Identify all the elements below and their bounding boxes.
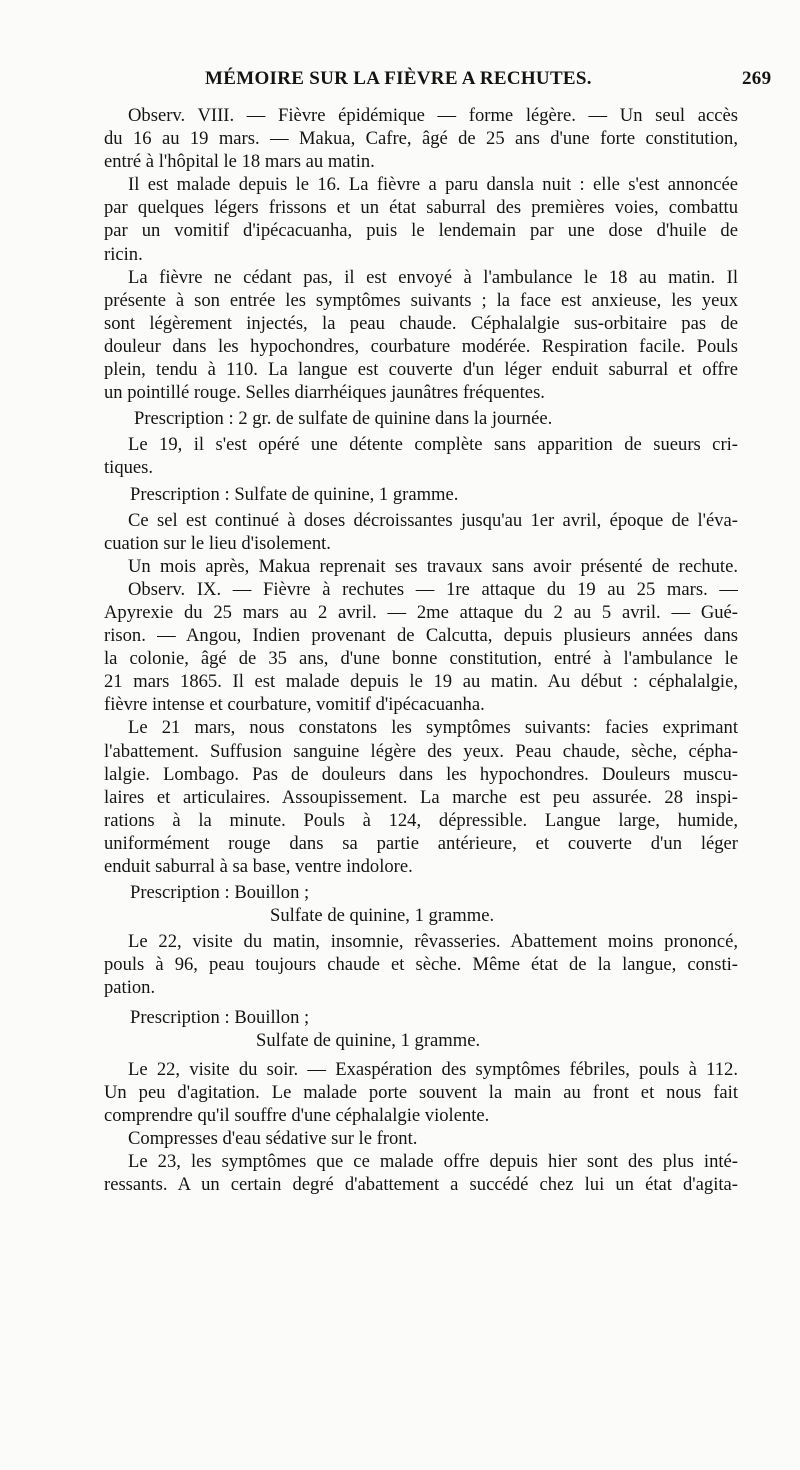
text-line: par un vomitif d'ipécacuanha, puis le lendemain par une dose d'huile de xyxy=(104,220,738,242)
text-line: Apyrexie du 25 mars au 2 avril. — 2me attaque du 2 au 5 avril. — Gué- xyxy=(104,601,738,623)
text-line: plein, tendu à 110. La langue est couverte d'un léger enduit saburral et offre xyxy=(104,359,738,381)
text-line: Observ. VIII. — Fièvre épidémique — forme légère. — Un seul accès xyxy=(128,105,738,126)
text-line: l'abattement. Suffusion sanguine légère des yeux. Peau chaude, sèche, cépha- xyxy=(104,740,738,762)
text-line: entré à l'hôpital le 18 mars au matin. xyxy=(104,151,375,173)
text-line: Le 23, les symptômes que ce malade offre depuis hier sont des plus inté- xyxy=(128,1151,738,1173)
prescription-line: Prescription : Bouillon ; xyxy=(130,1006,310,1028)
text-line: comprendre qu'il souffre d'une céphalalgie violente. xyxy=(104,1104,490,1126)
running-title: MÉMOIRE SUR LA FIÈVRE A RECHUTES. xyxy=(205,68,592,89)
text-line: lalgie. Lombago. Pas de douleurs dans les hypochondres. Douleurs muscu- xyxy=(104,763,738,785)
text-line: par quelques légers frissons et un état saburral des premières voies, combattu xyxy=(104,197,738,219)
text-line: un pointillé rouge. Selles diarrhéiques jaunâtres fréquentes. xyxy=(104,382,545,404)
text-line: Il est malade depuis le 16. La fièvre a paru dansla nuit : elle s'est annoncée xyxy=(128,174,738,196)
text-line: Le 19, il s'est opéré une détente complète sans apparition de sueurs cri- xyxy=(128,434,738,456)
page-header xyxy=(0,68,800,98)
text-line: uniformément rouge dans sa partie antérieure, et couverte d'un léger xyxy=(104,832,738,854)
prescription-line: Prescription : 2 gr. de sulfate de quinine dans la journée. xyxy=(134,408,553,430)
text-line: rations à la minute. Pouls à 124, dépressible. Langue large, humide, xyxy=(104,809,738,831)
text-line: La fièvre ne cédant pas, il est envoyé à l'ambulance le 18 au matin. Il xyxy=(128,266,738,288)
prescription-line: Prescription : Sulfate de quinine, 1 gramme. xyxy=(130,483,459,505)
text-line: Le 22, visite du matin, insomnie, rêvasseries. Abattement moins prononcé, xyxy=(128,931,738,953)
text-line: présente à son entrée les symptômes suivants ; la face est anxieuse, les yeux xyxy=(104,289,738,311)
prescription-line: Prescription : Bouillon ; xyxy=(130,882,310,904)
text-line: Compresses d'eau sédative sur le front. xyxy=(128,1128,418,1150)
text-line: Un peu d'agitation. Le malade porte souvent la main au front et nous fait xyxy=(104,1081,738,1103)
text-line: sont légèrement injectés, la peau chaude. Céphalalgie sus-orbitaire pas de xyxy=(104,312,738,334)
text-line: ressants. A un certain degré d'abattement a succédé chez lui un état d'agita- xyxy=(104,1174,738,1196)
text-line: la colonie, âgé de 35 ans, d'une bonne constitution, entré à l'ambulance le xyxy=(104,648,738,670)
text-line: enduit saburral à sa base, ventre indolore. xyxy=(104,856,413,877)
page-number: 269 xyxy=(742,68,772,89)
text-line: du 16 au 19 mars. — Makua, Cafre, âgé de 25 ans d'une forte constitution, xyxy=(104,128,738,150)
prescription-line: Sulfate de quinine, 1 gramme. xyxy=(270,905,495,927)
text-line: rison. — Angou, Indien provenant de Calcutta, depuis plusieurs années dans xyxy=(104,625,738,647)
text-line: tiques. xyxy=(104,457,154,479)
body-text xyxy=(104,104,738,1196)
text-line: Observ. IX. — Fièvre à rechutes — 1re attaque du 19 au 25 mars. — xyxy=(128,578,738,600)
text-line: Un mois après, Makua reprenait ses travaux sans avoir présenté de rechute. xyxy=(128,555,738,577)
text-line: Ce sel est continué à doses décroissantes jusqu'au 1er avril, époque de l'éva- xyxy=(128,509,738,531)
text-line: 21 mars 1865. Il est malade depuis le 19 au matin. Au début : céphalalgie, xyxy=(104,671,738,693)
text-line: douleur dans les hypochondres, courbature modérée. Respiration facile. Pouls xyxy=(104,335,738,357)
text-line: cuation sur le lieu d'isolement. xyxy=(104,532,331,554)
text-line: Le 21 mars, nous constatons les symptômes suivants: facies exprimant xyxy=(128,717,738,739)
text-line: pouls à 96, peau toujours chaude et sèche. Même état de la langue, consti- xyxy=(104,954,738,976)
text-line: Le 22, visite du soir. — Exaspération des symptômes fébriles, pouls à 112. xyxy=(128,1058,738,1080)
text-line: pation. xyxy=(104,977,156,999)
text-line: ricin. xyxy=(104,243,143,265)
prescription-line: Sulfate de quinine, 1 gramme. xyxy=(256,1029,481,1051)
text-line: fièvre intense et courbature, vomitif d'ipécacuanha. xyxy=(104,694,485,716)
text-line: laires et articulaires. Assoupissement. La marche est peu assurée. 28 inspi- xyxy=(104,786,738,808)
